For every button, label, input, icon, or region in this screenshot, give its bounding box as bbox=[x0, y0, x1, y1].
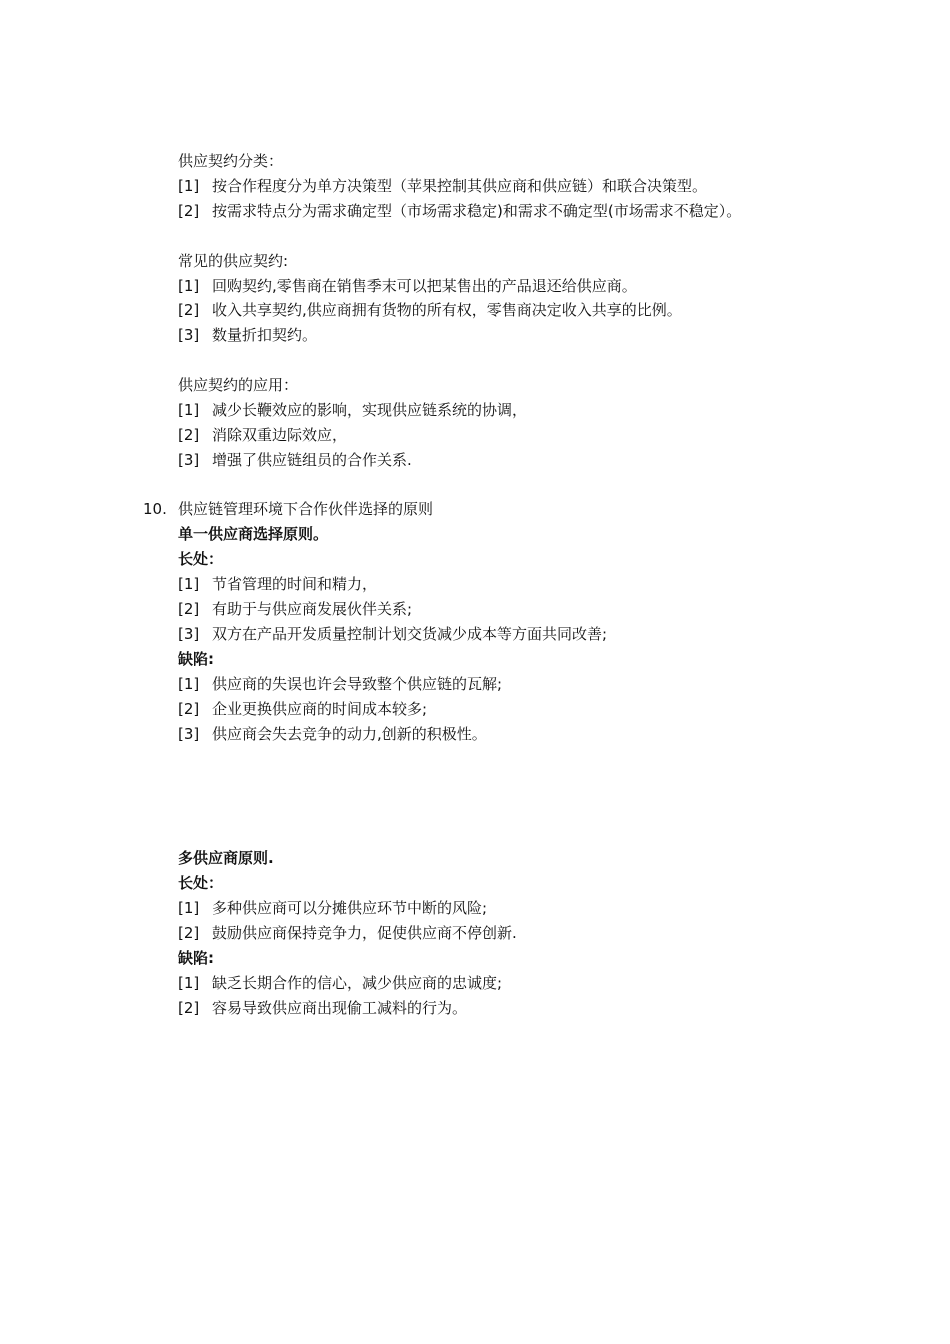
subsection-title: 多供应商原则. bbox=[178, 849, 274, 867]
item-text: 有助于与供应商发展伙伴关系; bbox=[212, 600, 413, 618]
item-text: 消除双重边际效应， bbox=[212, 426, 348, 444]
pros-label: 长处： bbox=[178, 874, 224, 892]
item-text: 容易导致供应商出现偷工减料的行为。 bbox=[212, 999, 468, 1017]
item-text: 减少长鞭效应的影响，实现供应链系统的协调， bbox=[212, 401, 528, 419]
section-heading: 供应契约的应用： bbox=[178, 376, 299, 394]
list-item bbox=[178, 973, 502, 993]
item-text: 多种供应商可以分摊供应环节中断的风险; bbox=[212, 899, 488, 917]
item-text: 收入共享契约,供应商拥有货物的所有权，零售商决定收入共享的比例。 bbox=[212, 301, 682, 319]
item-number: [2] bbox=[178, 202, 200, 220]
item-text: 按需求特点分为需求确定型（市场需求稳定)和需求不确定型(市场需求不稳定）。 bbox=[212, 202, 742, 220]
list-item bbox=[178, 998, 467, 1018]
section-heading: 供应契约分类： bbox=[178, 152, 284, 170]
item-text: 数量折扣契约。 bbox=[212, 326, 318, 344]
item-number: [1] bbox=[178, 974, 200, 992]
item-text: 节省管理的时间和精力， bbox=[212, 575, 378, 593]
list-item bbox=[178, 400, 527, 420]
item-number: [2] bbox=[178, 301, 200, 319]
item-text: 供应商会失去竞争的动力,创新的积极性。 bbox=[212, 725, 487, 743]
item-number: [1] bbox=[178, 899, 200, 917]
item-number: [2] bbox=[178, 999, 200, 1017]
item-number: [1] bbox=[178, 177, 200, 195]
list-item bbox=[178, 176, 707, 196]
list-item bbox=[178, 898, 487, 918]
item-text: 回购契约,零售商在销售季末可以把某售出的产品退还给供应商。 bbox=[212, 277, 637, 295]
section-heading: 常见的供应契约: bbox=[178, 252, 289, 270]
item-number: [3] bbox=[178, 725, 200, 743]
list-item bbox=[178, 674, 502, 694]
item-number: [2] bbox=[178, 924, 200, 942]
item-text: 缺乏长期合作的信心，减少供应商的忠诚度; bbox=[212, 974, 503, 992]
item-number: [1] bbox=[178, 401, 200, 419]
item-number: [1] bbox=[178, 575, 200, 593]
item-number: [3] bbox=[178, 625, 200, 643]
section-heading: 供应链管理环境下合作伙伴选择的原则 bbox=[178, 500, 434, 518]
list-item bbox=[178, 923, 517, 943]
item-number: [1] bbox=[178, 277, 200, 295]
item-number: [1] bbox=[178, 675, 200, 693]
list-item bbox=[178, 300, 682, 320]
item-text: 企业更换供应商的时间成本较多; bbox=[212, 700, 428, 718]
item-number: [3] bbox=[178, 326, 200, 344]
cons-label: 缺陷: bbox=[178, 949, 214, 967]
item-text: 按合作程度分为单方决策型（苹果控制其供应商和供应链）和联合决策型。 bbox=[212, 177, 708, 195]
cons-label: 缺陷: bbox=[178, 650, 214, 668]
list-item bbox=[178, 624, 607, 644]
item-number: [2] bbox=[178, 700, 200, 718]
item-text: 供应商的失误也许会导致整个供应链的瓦解; bbox=[212, 675, 503, 693]
list-item bbox=[178, 201, 741, 221]
list-item bbox=[178, 276, 637, 296]
section-number: 10. bbox=[143, 500, 167, 518]
list-item bbox=[178, 724, 487, 744]
subsection-title: 单一供应商选择原则。 bbox=[178, 525, 329, 543]
pros-label: 长处： bbox=[178, 550, 224, 568]
item-text: 双方在产品开发质量控制计划交货减少成本等方面共同改善; bbox=[212, 625, 608, 643]
item-number: [2] bbox=[178, 600, 200, 618]
item-text: 鼓励供应商保持竞争力，促使供应商不停创新. bbox=[212, 924, 517, 942]
list-item bbox=[178, 574, 377, 594]
item-text: 增强了供应链组员的合作关系. bbox=[212, 451, 412, 469]
list-item bbox=[178, 425, 347, 445]
list-item bbox=[178, 325, 317, 345]
list-item bbox=[178, 450, 412, 470]
list-item bbox=[178, 699, 427, 719]
item-number: [3] bbox=[178, 451, 200, 469]
list-item bbox=[178, 599, 412, 619]
item-number: [2] bbox=[178, 426, 200, 444]
